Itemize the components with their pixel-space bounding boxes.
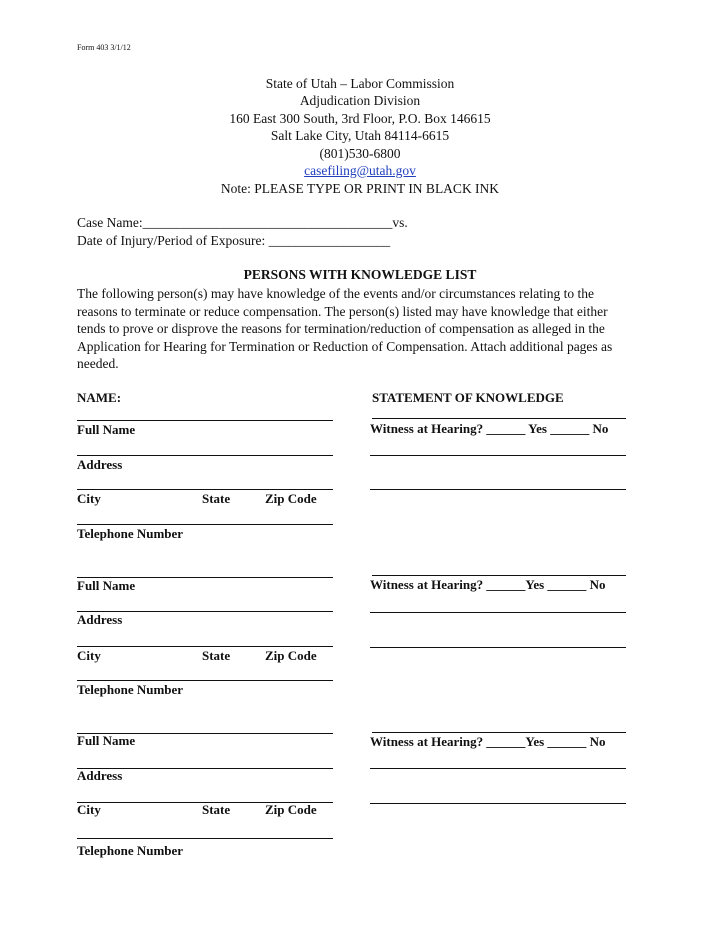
city-label: City <box>77 648 101 663</box>
statement-line-1b[interactable] <box>370 455 626 456</box>
statement-line-3c[interactable] <box>370 803 626 804</box>
statement-line-3b[interactable] <box>370 768 626 769</box>
address-line-1: 160 East 300 South, 3rd Floor, P.O. Box 146615 <box>229 111 491 126</box>
statement-column-header: STATEMENT OF KNOWLEDGE <box>372 390 564 405</box>
witness-question-1[interactable]: Witness at Hearing? ______ Yes ______ No <box>370 421 609 436</box>
state-label: State <box>202 802 231 817</box>
telephone-line-1[interactable] <box>77 524 333 525</box>
telephone-label: Telephone Number <box>77 526 184 541</box>
state-label: State <box>202 491 231 506</box>
full-name-label: Full Name <box>77 422 136 437</box>
full-name-line-1[interactable] <box>77 420 333 421</box>
zip-label: Zip Code <box>265 648 317 663</box>
name-column-header: NAME: <box>77 390 122 405</box>
case-name-field[interactable]: Case Name:_____________________________________vs. <box>77 215 408 230</box>
address-line-2: Salt Lake City, Utah 84114-6615 <box>270 128 450 143</box>
city-state-zip-line-2[interactable] <box>77 646 333 647</box>
email-link[interactable]: casefiling@utah.gov <box>304 163 416 178</box>
address-label: Address <box>77 612 123 627</box>
instructions: The following person(s) may have knowledge of the events and/or circumstances relating to the reasons to terminate or reduce compensation. The person(s) listed may have knowledge that either tends to prove or disprove the reasons for termination/reduction of compensation as alleged in the Application for Hearing for Termination or Reduction of Compensation. Attach additional pages as needed. <box>77 286 613 371</box>
witness-question-2[interactable]: Witness at Hearing? ______Yes ______ No <box>370 577 606 592</box>
phone-number: (801)530-6800 <box>319 146 401 161</box>
telephone-label: Telephone Number <box>77 682 184 697</box>
witness-question-3[interactable]: Witness at Hearing? ______Yes ______ No <box>370 734 606 749</box>
telephone-label: Telephone Number <box>77 843 184 858</box>
city-label: City <box>77 802 101 817</box>
agency-name: State of Utah – Labor Commission <box>265 76 455 91</box>
state-label: State <box>202 648 231 663</box>
full-name-label: Full Name <box>77 578 136 593</box>
ink-note: Note: PLEASE TYPE OR PRINT IN BLACK INK <box>220 181 500 196</box>
injury-date-field[interactable]: Date of Injury/Period of Exposure: __________________ <box>77 233 391 248</box>
address-label: Address <box>77 457 123 472</box>
statement-line-2a[interactable] <box>372 575 626 576</box>
city-state-zip-line-1[interactable] <box>77 489 333 490</box>
zip-label: Zip Code <box>265 802 317 817</box>
address-label: Address <box>77 768 123 783</box>
statement-line-2c[interactable] <box>370 647 626 648</box>
statement-line-2b[interactable] <box>370 612 626 613</box>
telephone-line-2[interactable] <box>77 680 333 681</box>
form-number: Form 403 3/1/12 <box>77 43 131 52</box>
division-name: Adjudication Division <box>299 93 421 108</box>
city-label: City <box>77 491 101 506</box>
telephone-line-3[interactable] <box>77 838 333 839</box>
address-line-input-1[interactable] <box>77 455 333 456</box>
statement-line-1c[interactable] <box>370 489 626 490</box>
full-name-label: Full Name <box>77 733 136 748</box>
statement-line-1a[interactable] <box>372 418 626 419</box>
zip-label: Zip Code <box>265 491 317 506</box>
section-title: PERSONS WITH KNOWLEDGE LIST <box>243 267 477 282</box>
statement-line-3a[interactable] <box>372 732 626 733</box>
